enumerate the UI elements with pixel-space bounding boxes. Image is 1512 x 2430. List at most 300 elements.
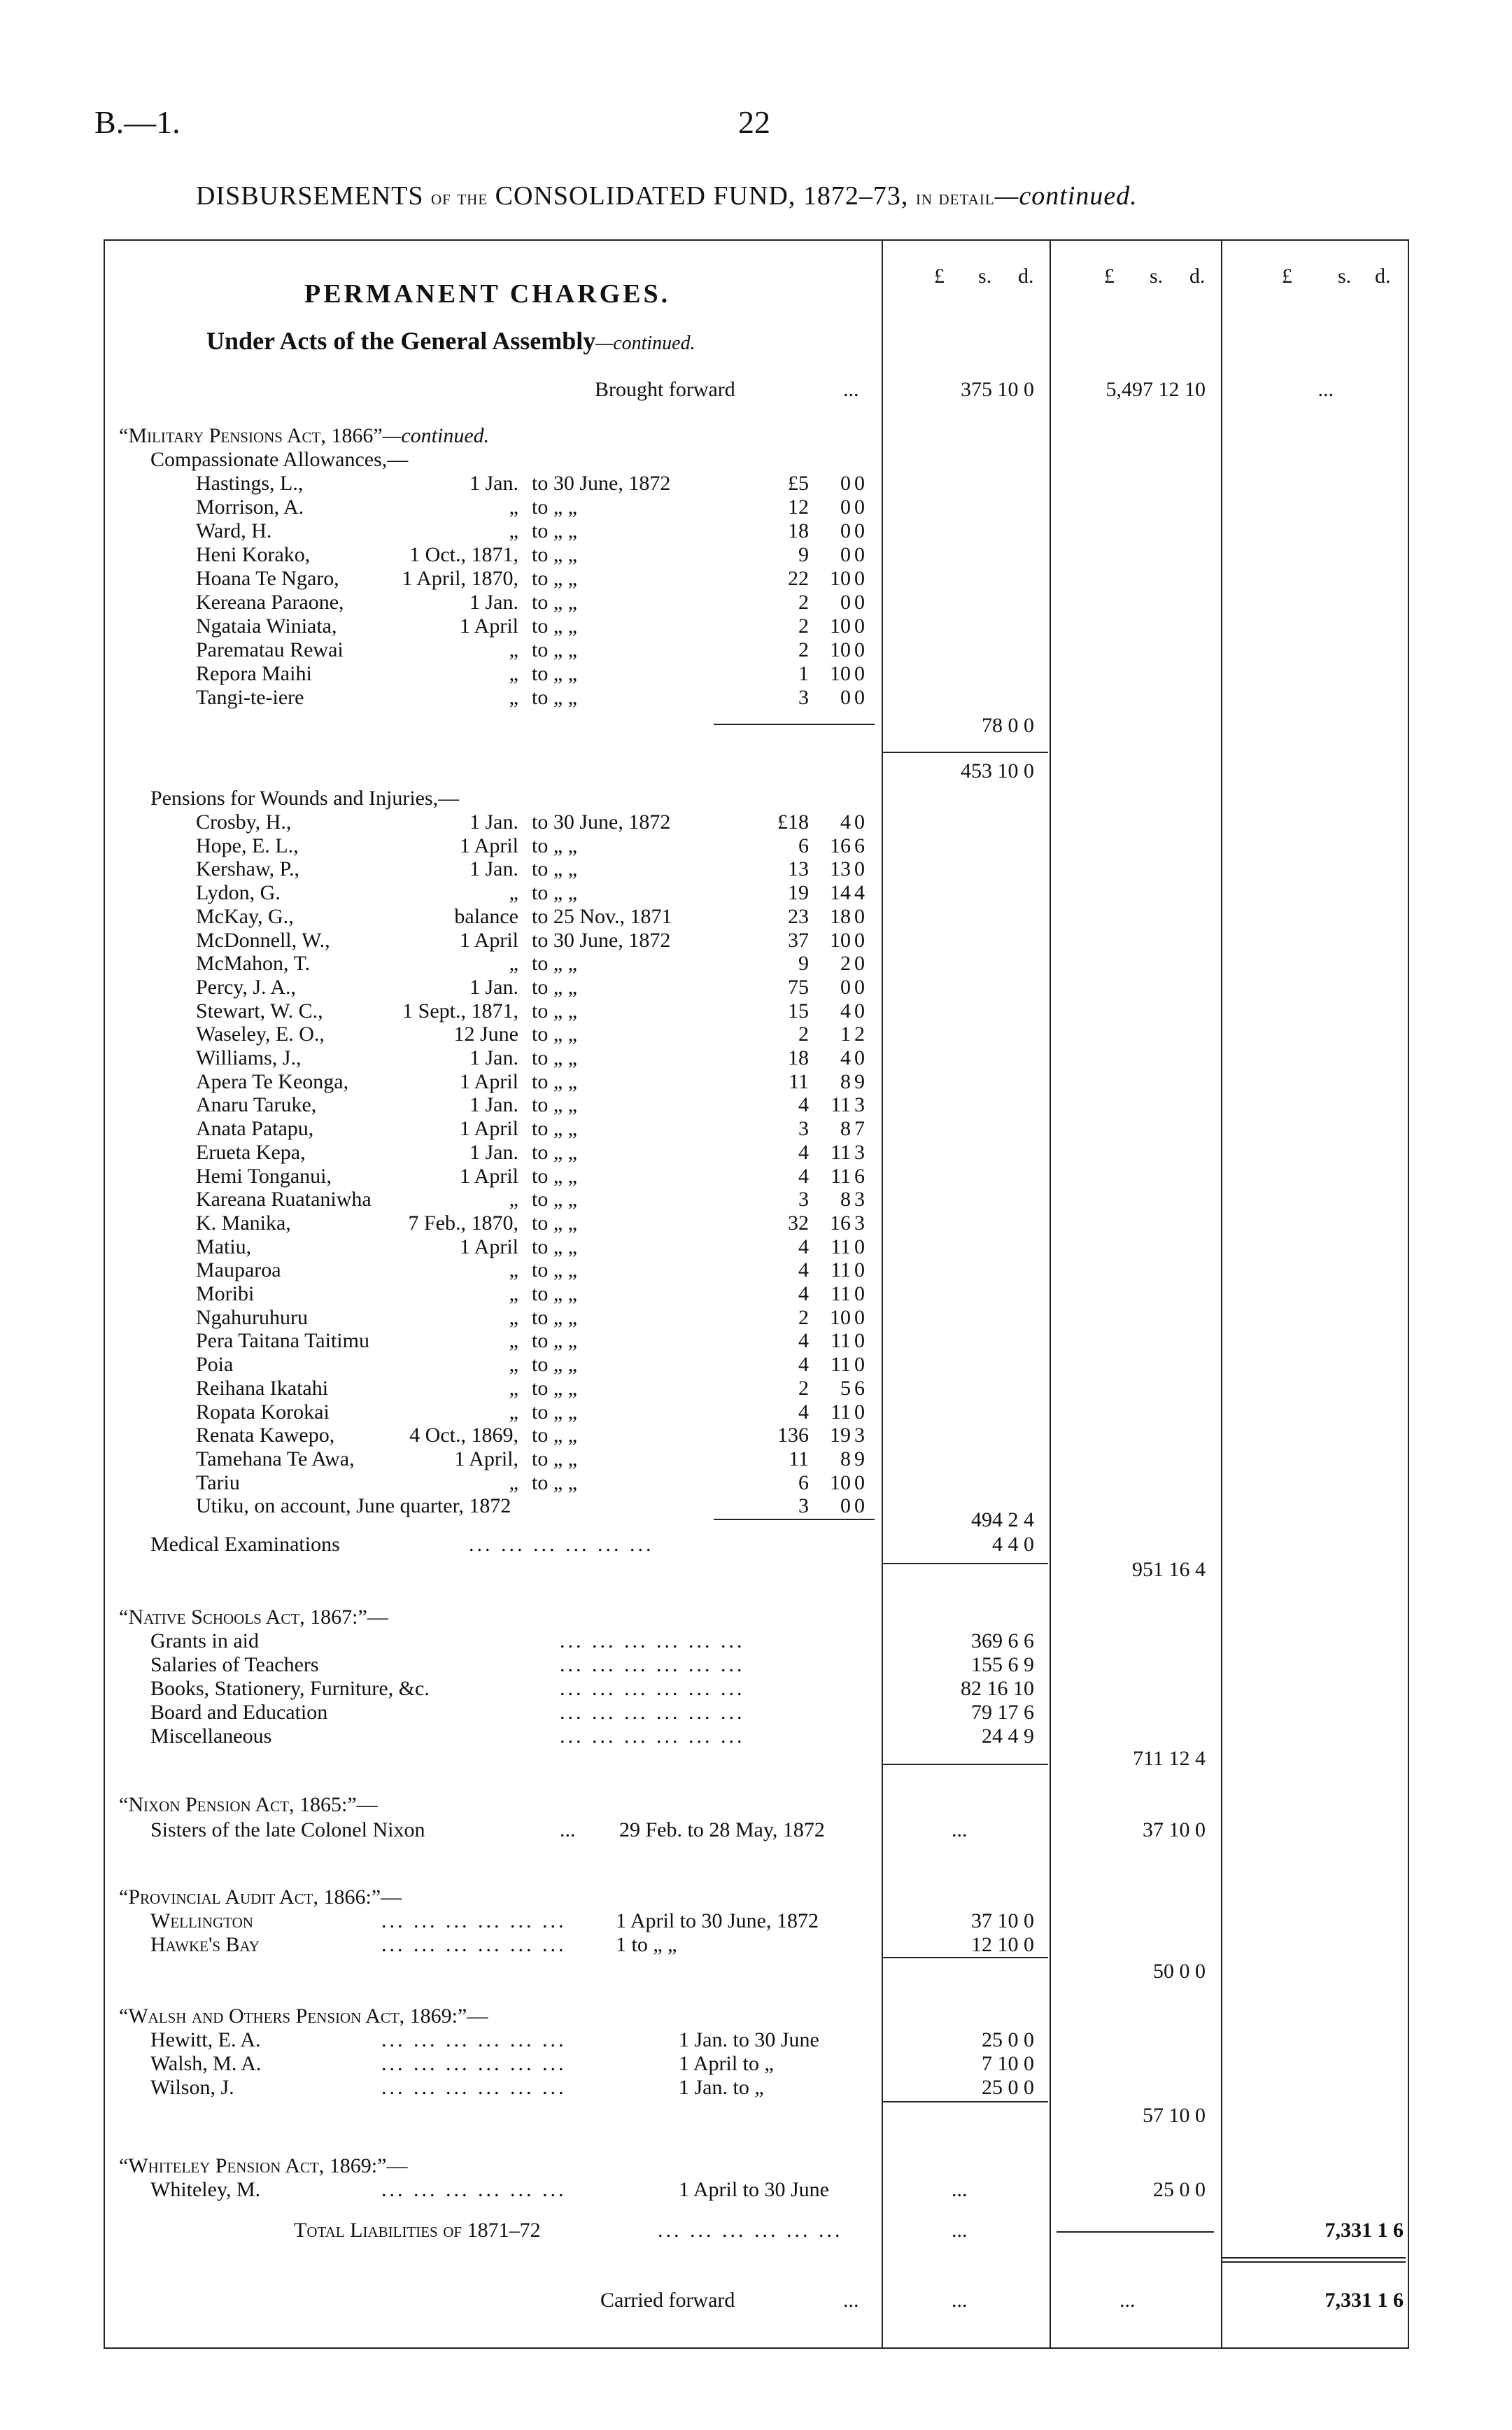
pension-to: to „ „ (532, 952, 577, 976)
pension-shillings: 11 (831, 1164, 851, 1188)
pension-from: 1 April (459, 928, 518, 952)
provincial-audit-leader: ... ... ... ... ... ... (381, 1933, 567, 1956)
pension-shillings: 2 (840, 952, 851, 976)
pension-pence: 6 (854, 834, 865, 857)
pension-pence: 0 (854, 662, 865, 685)
brought-forward-col2: 5,497 12 10 (1105, 378, 1206, 401)
whiteley-total: 25 0 0 (1153, 2178, 1206, 2201)
pension-to: to „ „ (532, 1046, 577, 1069)
military-rule (883, 1563, 1048, 1564)
medical-label: Medical Examinations (150, 1533, 340, 1556)
pension-from: 1 Jan. (469, 1140, 518, 1164)
pension-to: to „ „ (532, 686, 577, 709)
pension-from: „ (509, 1400, 518, 1424)
pension-pounds: 18 (788, 1046, 809, 1069)
pension-name: Apera Te Keonga, (196, 1069, 349, 1093)
pension-from: 1 April, (454, 1447, 518, 1470)
pension-pence: 0 (854, 591, 865, 614)
pension-to: to „ „ (532, 614, 577, 638)
walsh-heading: “Walsh and Others Pension Act, 1869:”— (119, 2004, 488, 2028)
provincial-audit-item-value: 12 10 0 (971, 1933, 1034, 1956)
pension-pounds: 23 (788, 904, 809, 928)
liabilities-double-rule (1222, 2261, 1406, 2263)
pension-shillings: 1 (840, 1023, 851, 1046)
pension-pounds: £5 (788, 472, 809, 495)
wounds-total: 494 2 4 (971, 1508, 1034, 1531)
pension-pounds: 4 (798, 1164, 809, 1188)
pension-shillings: 16 (830, 1211, 851, 1235)
pension-pence: 0 (854, 1353, 865, 1377)
walsh-item-value: 25 0 0 (982, 2076, 1034, 2099)
native-schools-item-label: Board and Education (150, 1701, 328, 1724)
pension-pence: 4 (854, 881, 865, 905)
pension-pounds: £18 (777, 810, 809, 834)
pension-to: to „ „ (532, 1069, 577, 1093)
pension-pence: 0 (854, 519, 865, 542)
pension-to: to „ „ (532, 638, 577, 661)
native-schools-leader: ... ... ... ... ... ... (560, 1629, 745, 1652)
pension-pounds: 1 (798, 662, 809, 685)
pension-from: 4 Oct., 1869, (409, 1424, 518, 1447)
pension-pounds: 22 (788, 567, 809, 590)
pension-to: to „ „ (532, 1093, 577, 1117)
pension-shillings: 16 (830, 834, 851, 857)
pension-name: McMahon, T. (196, 952, 311, 976)
pension-name: Ward, H. (196, 519, 272, 542)
liabilities-rule-col2 (1057, 2231, 1214, 2233)
walsh-leader: ... ... ... ... ... ... (381, 2076, 567, 2099)
pension-pounds: 37 (788, 928, 809, 952)
col1-pound-head: £ (934, 265, 945, 288)
medical-leader: ... ... ... ... ... ... (469, 1533, 654, 1556)
native-schools-item-label: Books, Stationery, Furniture, &c. (150, 1677, 430, 1700)
pension-pence: 0 (854, 567, 865, 590)
pension-from: „ (509, 881, 518, 905)
carried-forward-col2: ... (1119, 2289, 1136, 2312)
pension-from: „ (509, 662, 518, 685)
native-schools-heading: “Native Schools Act, 1867:”— (119, 1606, 388, 1629)
pension-name: Utiku, on account, June quarter, 1872 (196, 1494, 511, 1518)
military-heading-cont: —continued. (382, 424, 490, 447)
pension-name: Percy, J. A., (196, 975, 297, 999)
provincial-audit-total: 50 0 0 (1153, 1960, 1206, 1983)
pension-pounds: 2 (798, 638, 809, 661)
provincial-audit-leader: ... ... ... ... ... ... (381, 1909, 567, 1932)
pension-pounds: 6 (798, 1470, 809, 1494)
total-liabilities-col3: 7,331 1 6 (1324, 2219, 1404, 2242)
pension-from: 1 April (459, 1117, 518, 1141)
title-part-b: of the (431, 186, 488, 209)
col1-d-head: d. (1018, 265, 1034, 288)
native-schools-leader: ... ... ... ... ... ... (560, 1677, 745, 1700)
wounds-heading: Pensions for Wounds and Injuries,— (150, 787, 460, 810)
col2-s-head: s. (1150, 265, 1164, 288)
pension-shillings: 0 (840, 543, 851, 566)
walsh-item-period: 1 Jan. to 30 June (679, 2028, 819, 2051)
pension-pence: 0 (854, 1305, 865, 1329)
pension-shillings: 14 (830, 881, 851, 905)
pension-shillings: 19 (830, 1424, 851, 1447)
native-schools-leader: ... ... ... ... ... ... (560, 1725, 745, 1748)
pension-shillings: 0 (840, 591, 851, 614)
pension-shillings: 0 (840, 1494, 851, 1518)
nixon-period: 29 Feb. to 28 May, 1872 (619, 1818, 825, 1841)
pension-shillings: 10 (830, 928, 851, 952)
native-schools-item-label: Salaries of Teachers (150, 1653, 319, 1676)
pension-from: „ (509, 1329, 518, 1353)
pension-from: 1 Sept., 1871, (402, 999, 518, 1023)
pension-pence: 6 (854, 1376, 865, 1400)
carried-forward-dots: ... (843, 2289, 859, 2312)
title-part-d: in detail (915, 186, 995, 209)
pension-name: McDonnell, W., (196, 928, 330, 952)
pension-from: 1 Jan. (469, 857, 518, 881)
pension-to: to „ „ (532, 591, 577, 614)
pension-pounds: 4 (798, 1353, 809, 1377)
pension-pounds: 13 (788, 857, 809, 881)
compassionate-total: 78 0 0 (982, 714, 1034, 737)
pension-shillings: 0 (840, 975, 851, 999)
whiteley-leader: ... ... ... ... ... ... (381, 2178, 567, 2201)
pension-shillings: 10 (830, 662, 851, 685)
col2-pound-head: £ (1104, 265, 1115, 288)
pension-name: Ngahuruhuru (196, 1305, 308, 1329)
pension-name: Anaru Taruke, (196, 1093, 317, 1117)
provincial-audit-item-value: 37 10 0 (971, 1909, 1034, 1932)
pension-pounds: 6 (798, 834, 809, 857)
pension-to: to 30 June, 1872 (532, 810, 671, 834)
pension-shillings: 11 (831, 1329, 851, 1353)
walsh-item-label: Wilson, J. (150, 2076, 234, 2099)
pension-to: to „ „ (532, 1424, 577, 1447)
pension-pounds: 19 (788, 881, 809, 905)
pension-from: „ (509, 1258, 518, 1282)
pension-pence: 9 (854, 1069, 865, 1093)
pension-name: Hastings, L., (196, 472, 304, 495)
pension-to: to „ „ (532, 519, 577, 542)
walsh-rule (883, 2101, 1048, 2102)
pension-shillings: 11 (831, 1093, 851, 1117)
pension-name: Williams, J., (196, 1046, 302, 1069)
provincial-audit-item-label: Wellington (150, 1909, 253, 1932)
pension-pounds: 3 (798, 1494, 809, 1518)
col3-d-head: d. (1375, 265, 1391, 288)
native-schools-leader: ... ... ... ... ... ... (560, 1653, 745, 1676)
pension-from: 1 Oct., 1871, (409, 543, 518, 566)
pension-pence: 0 (854, 1235, 865, 1258)
nixon-dots: ... (560, 1818, 576, 1841)
native-schools-total: 711 12 4 (1133, 1747, 1206, 1770)
pension-name: Poia (196, 1353, 234, 1377)
pension-from: 1 Jan. (469, 472, 518, 495)
carried-forward-col3: 7,331 1 6 (1324, 2289, 1404, 2312)
section-subtitle-text: Under Acts of the General Assembly (206, 327, 596, 355)
pension-to: to 25 Nov., 1871 (532, 904, 672, 928)
native-schools-item-label: Miscellaneous (150, 1725, 272, 1748)
compassionate-heading: Compassionate Allowances,— (150, 448, 409, 471)
walsh-item-label: Hewitt, E. A. (150, 2028, 261, 2051)
pension-shillings: 4 (840, 999, 851, 1023)
pension-pence: 0 (854, 952, 865, 976)
pension-name: Kereana Paraone, (196, 591, 344, 614)
nixon-heading: “Nixon Pension Act, 1865:”— (119, 1793, 378, 1816)
pension-pounds: 12 (788, 496, 809, 519)
pension-pence: 0 (854, 857, 865, 881)
pension-from: „ (509, 952, 518, 976)
pension-pence: 9 (854, 1447, 865, 1470)
pension-name: Pera Taitana Taitimu (196, 1329, 369, 1353)
pension-from: 1 April (459, 1069, 518, 1093)
title-part-e: —continued. (994, 181, 1138, 211)
pension-pence: 0 (854, 1046, 865, 1069)
walsh-item-period: 1 April to „ (679, 2052, 774, 2075)
pension-name: K. Manika, (196, 1211, 291, 1235)
col2-d-head: d. (1189, 265, 1206, 288)
pension-from: 1 April (459, 1164, 518, 1188)
pension-shillings: 10 (830, 567, 851, 590)
title-part-c: CONSOLIDATED FUND, 1872–73, (495, 181, 909, 211)
pension-shillings: 8 (840, 1447, 851, 1470)
nixon-total: 37 10 0 (1143, 1818, 1206, 1841)
native-schools-rule (883, 1764, 1048, 1765)
pension-shillings: 8 (840, 1117, 851, 1141)
pension-name: Hope, E. L., (196, 834, 299, 857)
pension-pounds: 18 (788, 519, 809, 542)
provincial-audit-item-period: 1 to „ „ (616, 1933, 677, 1956)
pension-from: 1 Jan. (469, 975, 518, 999)
pension-name: Renata Kawepo, (196, 1424, 335, 1447)
pension-shillings: 4 (840, 810, 851, 834)
whiteley-heading: “Whiteley Pension Act, 1869:”— (119, 2154, 408, 2177)
pension-to: to „ „ (532, 999, 577, 1023)
pension-pounds: 2 (798, 614, 809, 638)
pension-to: to „ „ (532, 662, 577, 685)
column-rule-1 (882, 239, 883, 2347)
brought-forward-dots: ... (843, 378, 859, 401)
pension-to: to „ „ (532, 1329, 577, 1353)
pension-name: Tariu (196, 1470, 240, 1494)
pension-from: „ (509, 1470, 518, 1494)
pension-pounds: 2 (798, 1376, 809, 1400)
pension-from: „ (509, 1305, 518, 1329)
pension-to: to „ „ (532, 834, 577, 857)
pension-to: to „ „ (532, 1164, 577, 1188)
pension-shillings: 11 (831, 1235, 851, 1258)
pension-pounds: 3 (798, 1188, 809, 1212)
pension-to: to „ „ (532, 567, 577, 590)
pension-shillings: 11 (831, 1282, 851, 1305)
pension-pounds: 4 (798, 1235, 809, 1258)
pension-name: McKay, G., (196, 904, 294, 928)
pension-name: Hoana Te Ngaro, (196, 567, 339, 590)
pension-name: Parematau Rewai (196, 638, 344, 661)
pension-shillings: 10 (830, 1305, 851, 1329)
pension-from: „ (509, 686, 518, 709)
pension-name: Kershaw, P., (196, 857, 300, 881)
pension-pounds: 2 (798, 591, 809, 614)
pension-pence: 3 (854, 1140, 865, 1164)
pension-name: Tangi-te-iere (196, 686, 304, 709)
pension-from: 1 Jan. (469, 1046, 518, 1069)
military-heading-text: “Military Pensions Act, 1866” (119, 424, 383, 447)
subtotal-rule (883, 752, 1048, 753)
native-schools-item-label: Grants in aid (150, 1629, 259, 1652)
pension-name: Ropata Korokai (196, 1400, 330, 1424)
pension-to: to „ „ (532, 1188, 577, 1212)
pension-to: to „ „ (532, 1470, 577, 1494)
whiteley-label: Whiteley, M. (150, 2178, 261, 2201)
provincial-audit-heading: “Provincial Audit Act, 1866:”— (119, 1885, 402, 1909)
pension-shillings: 11 (831, 1353, 851, 1377)
pension-to: to „ „ (532, 1235, 577, 1258)
pension-name: Hemi Tonganui, (196, 1164, 332, 1188)
walsh-leader: ... ... ... ... ... ... (381, 2052, 567, 2075)
pension-pence: 3 (854, 1424, 865, 1447)
column-rule-2 (1050, 239, 1051, 2347)
pension-to: to „ „ (532, 1117, 577, 1141)
col3-pound-head: £ (1282, 265, 1292, 288)
native-schools-item-value: 79 17 6 (971, 1701, 1034, 1724)
pension-shillings: 10 (830, 614, 851, 638)
pension-pounds: 4 (798, 1258, 809, 1282)
pension-to: to „ „ (532, 496, 577, 519)
pension-shillings: 11 (831, 1140, 851, 1164)
pension-shillings: 13 (830, 857, 851, 881)
pension-to: to 30 June, 1872 (532, 928, 671, 952)
pension-shillings: 8 (840, 1069, 851, 1093)
pension-from: „ (509, 1188, 518, 1212)
pension-to: to „ „ (532, 1376, 577, 1400)
pension-name: Ngataia Winiata, (196, 614, 337, 638)
pension-from: 1 Jan. (469, 810, 518, 834)
pension-to: to „ „ (532, 857, 577, 881)
pension-shillings: 0 (840, 519, 851, 542)
pension-pence: 3 (854, 1188, 865, 1212)
pension-pence: 0 (854, 1329, 865, 1353)
walsh-item-value: 7 10 0 (982, 2052, 1034, 2075)
pension-to: to „ „ (532, 1353, 577, 1377)
pension-shillings: 11 (831, 1258, 851, 1282)
brought-forward-col3: ... (1317, 378, 1334, 401)
pension-pence: 0 (854, 999, 865, 1023)
pension-from: „ (509, 519, 518, 542)
pension-to: to 30 June, 1872 (532, 472, 671, 495)
pension-pounds: 2 (798, 1305, 809, 1329)
military-total: 951 16 4 (1132, 1558, 1206, 1581)
pension-from: 1 Jan. (469, 1093, 518, 1117)
pension-pence: 0 (854, 1258, 865, 1282)
pension-to: to „ „ (532, 1447, 577, 1470)
whiteley-col1: ... (952, 2178, 968, 2201)
walsh-item-period: 1 Jan. to „ (679, 2076, 764, 2099)
native-schools-leader: ... ... ... ... ... ... (560, 1701, 745, 1724)
pension-pence: 0 (854, 1494, 865, 1518)
pension-name: Matiu, (196, 1235, 252, 1258)
pension-shillings: 8 (840, 1188, 851, 1212)
pension-pence: 0 (854, 904, 865, 928)
pension-from: „ (509, 1376, 518, 1400)
provincial-audit-item-period: 1 April to 30 June, 1872 (616, 1909, 819, 1932)
whiteley-period: 1 April to 30 June (679, 2178, 829, 2201)
pension-to: to „ „ (532, 975, 577, 999)
wounds-rule (714, 1519, 875, 1520)
pension-from: 1 April (459, 1235, 518, 1258)
pension-shillings: 18 (830, 904, 851, 928)
column-rule-3 (1221, 239, 1222, 2347)
pension-from: 1 April (459, 614, 518, 638)
native-schools-item-value: 369 6 6 (971, 1629, 1034, 1652)
pension-pounds: 11 (789, 1447, 809, 1470)
carried-forward-col1: ... (952, 2289, 968, 2312)
pension-from: „ (509, 1282, 518, 1305)
pension-pounds: 4 (798, 1329, 809, 1353)
walsh-item-label: Walsh, M. A. (150, 2052, 262, 2075)
pension-pounds: 4 (798, 1093, 809, 1117)
pension-shillings: 10 (830, 638, 851, 661)
pension-to: to „ „ (532, 1305, 577, 1329)
total-liabilities-label: Total Liabilities of 1871–72 (294, 2219, 541, 2242)
pension-from: „ (509, 638, 518, 661)
pension-pence: 0 (854, 472, 865, 495)
pension-pence: 0 (854, 1400, 865, 1424)
pension-pounds: 32 (788, 1211, 809, 1235)
pension-pounds: 4 (798, 1400, 809, 1424)
pension-pence: 0 (854, 496, 865, 519)
pension-pence: 0 (854, 614, 865, 638)
pension-pence: 7 (854, 1117, 865, 1141)
pension-name: Stewart, W. C., (196, 999, 323, 1023)
pension-name: Kareana Ruataniwha (196, 1188, 372, 1212)
section-title: PERMANENT CHARGES. (304, 279, 671, 309)
pension-name: Moribi (196, 1282, 255, 1305)
native-schools-item-value: 82 16 10 (961, 1677, 1034, 1700)
pension-pence: 3 (854, 1211, 865, 1235)
pension-pence: 3 (854, 1093, 865, 1117)
pension-name: Reihana Ikatahi (196, 1376, 329, 1400)
page-title (196, 181, 1138, 211)
compassionate-rule (714, 724, 875, 725)
pension-pence: 0 (854, 686, 865, 709)
pension-pence: 6 (854, 1164, 865, 1188)
pension-pounds: 136 (777, 1424, 809, 1447)
pension-pounds: 4 (798, 1282, 809, 1305)
pension-from: 1 Jan. (469, 591, 518, 614)
pension-to: to „ „ (532, 1023, 577, 1046)
native-schools-item-value: 155 6 9 (971, 1653, 1034, 1676)
pension-pounds: 3 (798, 686, 809, 709)
col1-s-head: s. (978, 265, 992, 288)
pension-to: to „ „ (532, 1140, 577, 1164)
pension-pence: 0 (854, 543, 865, 566)
brought-forward-label: Brought forward (595, 378, 735, 401)
pension-name: Morrison, A. (196, 496, 304, 519)
pension-pounds: 9 (798, 952, 809, 976)
total-liabilities-leader: ... ... ... ... ... ... (658, 2219, 843, 2242)
pension-name: Repora Maihi (196, 662, 312, 685)
pension-pence: 0 (854, 1470, 865, 1494)
pension-from: 7 Feb., 1870, (408, 1211, 518, 1235)
provincial-audit-rule (883, 1957, 1048, 1958)
pension-shillings: 10 (830, 1470, 851, 1494)
native-schools-item-value: 24 4 9 (982, 1725, 1034, 1748)
pension-shillings: 4 (840, 1046, 851, 1069)
pension-pounds: 75 (788, 975, 809, 999)
pension-name: Waseley, E. O., (196, 1023, 325, 1046)
walsh-total: 57 10 0 (1143, 2104, 1206, 2127)
pension-pounds: 4 (798, 1140, 809, 1164)
pension-shillings: 0 (840, 686, 851, 709)
pension-to: to „ „ (532, 1400, 577, 1424)
